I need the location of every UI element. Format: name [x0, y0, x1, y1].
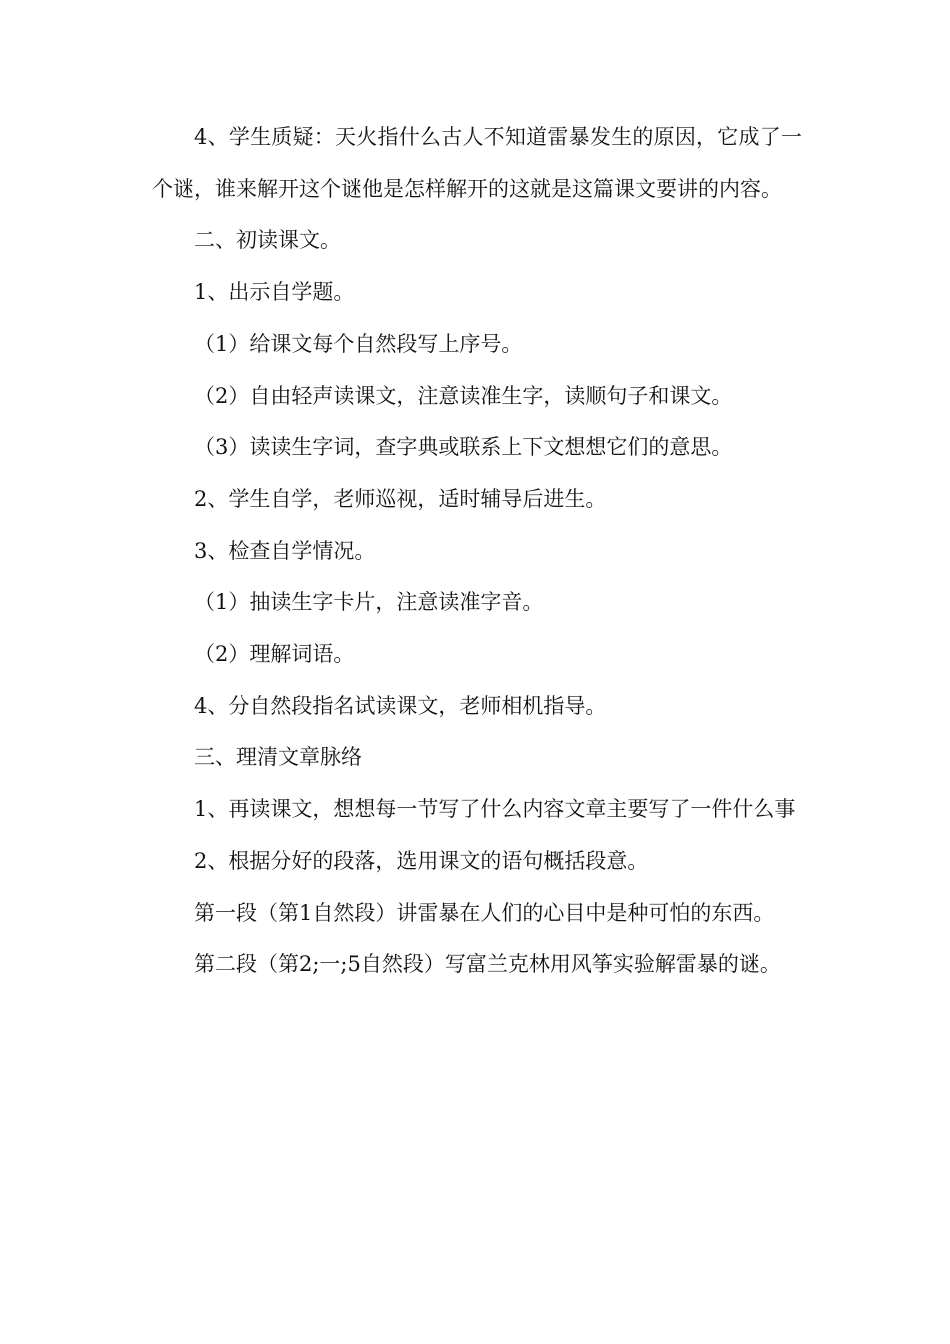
- list-item-understand-words: （2）理解词语。: [194, 642, 355, 667]
- list-item-vocabulary: （3）读读生字词，查字典或联系上下文想想它们的意思。: [194, 435, 733, 460]
- section-heading-structure: 三、理清文章脉络: [194, 745, 362, 770]
- section-heading-first-reading: 二、初读课文。: [194, 228, 341, 253]
- paragraph-reread: 1、再读课文，想想每一节写了什么内容文章主要写了一件什么事: [194, 797, 796, 822]
- paragraph-summarize: 2、根据分好的段落，选用课文的语句概括段意。: [194, 848, 649, 873]
- paragraph-trial-reading: 4、分自然段指名试读课文，老师相机指导。: [194, 693, 607, 718]
- paragraph-student-questions: 4、学生质疑：天火指什么古人不知道雷暴发生的原因，它成了一个谜，谁来解开这个谜他是怎样解开的这就是这篇课文要讲的内容。: [152, 125, 802, 201]
- list-item-number-paragraphs: （1）给课文每个自然段写上序号。: [194, 331, 523, 356]
- paragraph-section-two: 第二段（第2;一;5自然段）写富兰克林用风筝实验解雷暴的谜。: [194, 952, 781, 977]
- paragraph-show-self-study: 1、出示自学题。: [194, 280, 355, 305]
- document-body: [152, 112, 802, 991]
- paragraph-self-study: 2、学生自学，老师巡视，适时辅导后进生。: [194, 486, 607, 511]
- list-item-character-cards: （1）抽读生字卡片，注意读准字音。: [194, 590, 544, 615]
- paragraph-section-one: 第一段（第1自然段）讲雷暴在人们的心目中是种可怕的东西。: [194, 900, 775, 925]
- paragraph-check-study: 3、检查自学情况。: [194, 538, 376, 563]
- list-item-read-aloud: （2）自由轻声读课文，注意读准生字，读顺句子和课文。: [194, 383, 733, 408]
